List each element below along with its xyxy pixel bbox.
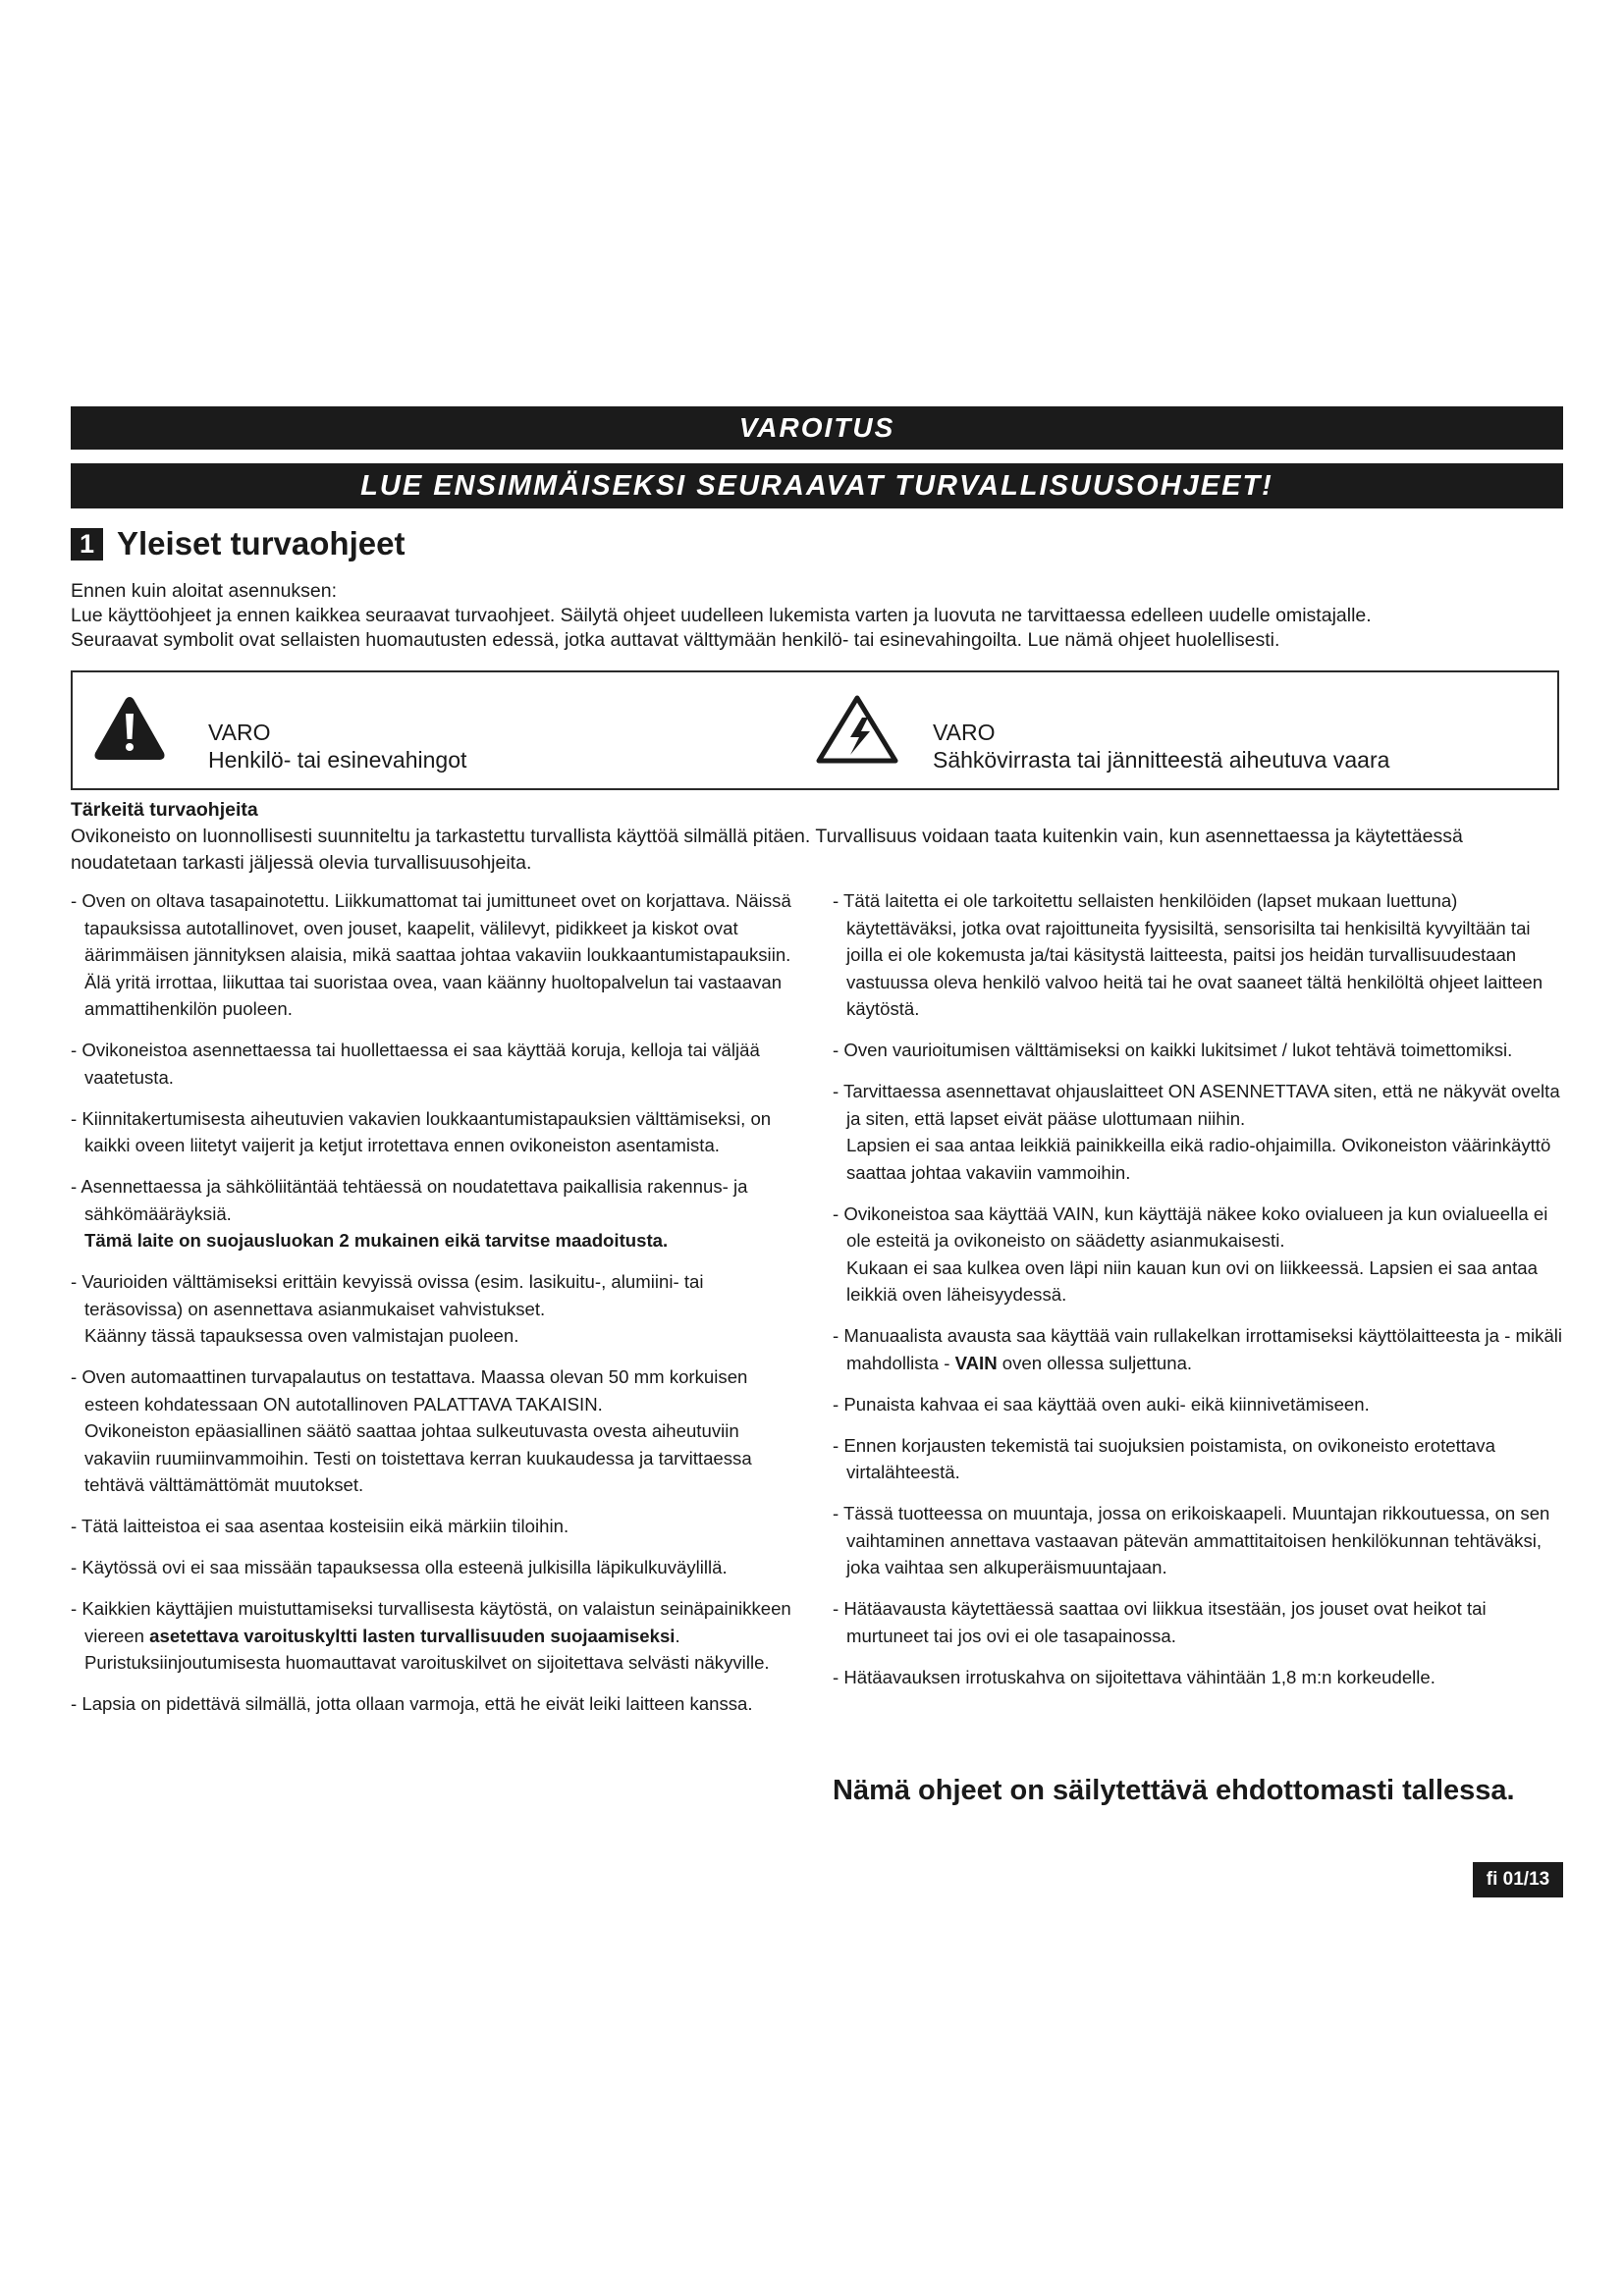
section-number: 1 <box>71 528 103 561</box>
symbol-general <box>208 719 466 774</box>
safety-item-text: - Ovikoneistoa saa käyttää VAIN, kun käyttäjä näkee koko ovialueen ja kun ovialueella ei ole esteitä ja ovikoneisto on säädetty asianmukaisesti. <box>833 1202 1548 1251</box>
safety-item-subtext: Lapsien ei saa antaa leikkiä painikkeilla eikä radio-ohjaimilla. Ovikoneiston väärinkäyttö saattaa johtaa vakaviin vammoihin. <box>846 1135 1551 1183</box>
safety-item <box>71 1595 797 1677</box>
safety-item-text: - Tarvittaessa asennettavat ohjauslaitteet ON ASENNETTAVA siten, että ne näkyvät ovelta ja siten, että lapset eivät pääse ulottumaan niihin. <box>833 1081 1560 1129</box>
safety-item-text: - Tätä laitetta ei ole tarkoitettu sellaisten henkilöiden (lapset mukaan luettuna) käytettäväksi, jotka ovat rajoittuneita fyysisiltä, sensorisilta tai henkisiltä kyvyiltään tai joilla ei ole kokemusta ja/tai käsitystä laitteesta, paitsi jos heidän turvallisuudestaan vastuussa oleva henkilö valvoo heitä tai he ovat saaneet tältä henkilöltä ohjeet laitteen käytöstä. <box>833 890 1543 1019</box>
safety-item-text: - Vaurioiden välttämiseksi erittäin kevyissä ovissa (esim. lasikuitu-, alumiini- tai teräsovissa) on asennettava asianmukaiset vahvistukset. <box>71 1271 704 1319</box>
important-heading: Tärkeitä turvaohjeita <box>71 799 258 821</box>
intro-text <box>71 579 1573 653</box>
safety-item-subtext: Kukaan ei saa kulkea oven läpi niin kauan kun ovi on liikkeessä. Lapsien ei saa antaa leikkiä oven läheisyydessä. <box>846 1256 1538 1305</box>
safety-item <box>833 887 1567 1023</box>
safety-item-text: - Kiinnitakertumisesta aiheutuvien vakavien loukkaantumistapauksien välttämiseksi, on kaikki oveen liitetyt vaijerit ja ketjut irrotettava ennen ovikoneiston asentamista. <box>71 1107 772 1155</box>
electric-hazard-icon <box>815 694 899 765</box>
safety-item-text: - Kaikkien käyttäjien muistuttamiseksi turvallisesta käytöstä, on valaistun seinäpainikkeen viereen <box>71 1598 791 1646</box>
safety-item-text: - Manuaalista avausta saa käyttää vain rullakelkan irrottamiseksi käyttölaitteesta ja - mikäli mahdollista - <box>833 1325 1563 1373</box>
page-number-badge: fi 01/13 <box>1473 1862 1563 1897</box>
read-first-banner: LUE ENSIMMÄISEKSI SEURAAVAT TURVALLISUUSOHJEET! <box>71 463 1563 508</box>
symbol-electric <box>933 719 1389 774</box>
intro-line-1: Lue käyttöohjeet ja ennen kaikkea seuraavat turvaohjeet. Säilytä ohjeet uudelleen lukemista varten ja luovuta ne tarvittaessa edelleen uudelle omistajalle. <box>71 605 1372 626</box>
safety-item <box>833 1201 1567 1308</box>
safety-item-emphasis: asetettava varoituskyltti lasten turvallisuuden suojaamiseksi <box>149 1625 676 1646</box>
safety-item <box>833 1595 1567 1649</box>
closing-note: Nämä ohjeet on säilytettävä ehdottomasti tallessa. <box>833 1775 1515 1806</box>
symbol-electric-title: VARO <box>933 720 996 745</box>
warning-banner: VAROITUS <box>71 406 1563 450</box>
safety-item <box>833 1432 1567 1486</box>
safety-item <box>833 1500 1567 1581</box>
symbol-electric-desc: Sähkövirrasta tai jännitteestä aiheutuva vaara <box>933 747 1390 773</box>
intro-line-2: Seuraavat symbolit ovat sellaisten huomautusten edessä, jotka auttavat välttymään henkilö- tai esinevahingoilta. Lue nämä ohjeet huolellisesti. <box>71 629 1280 651</box>
safety-item <box>833 1322 1567 1376</box>
important-text: Ovikoneisto on luonnollisesti suunniteltu ja tarkastettu turvallista käyttöä silmällä pitäen. Turvallisuus voidaan taata kuitenkin vain, kun asennettaessa ja käytettäessä noudatetaan tarkasti jäljessä olevia turvallisuusohjeita. <box>71 826 1463 874</box>
intro-lead: Ennen kuin aloitat asennuksen: <box>71 580 338 602</box>
safety-item-text: - Lapsia on pidettävä silmällä, jotta ollaan varmoja, että he eivät leiki laitteen kanssa. <box>71 1693 753 1714</box>
important-section <box>71 797 1573 877</box>
safety-item <box>71 1173 797 1255</box>
safety-item-text: - Oven on oltava tasapainotettu. Liikkumattomat tai jumittuneet ovet on korjattava. Näissä tapauksissa autotallinovet, oven jouset, kaapelit, välilevyt, pidikkeet ja kiskot ovat äärimmäisen jännityksen alaisia, mikä saattaa johtaa vakaviin loukkaantumistapauksiin. Älä yritä irrottaa, liikuttaa tai suoristaa ovea, vaan käänny huoltopalvelun tai vastaavan ammattihenkilön puoleen. <box>71 890 791 1019</box>
safety-item <box>71 1105 797 1159</box>
safety-item <box>833 1664 1567 1691</box>
symbols-box <box>71 670 1559 790</box>
safety-item <box>833 1078 1567 1186</box>
safety-item <box>71 1037 797 1091</box>
safety-item-text: - Ennen korjausten tekemistä tai suojuksien poistamista, on ovikoneisto erotettava virtalähteestä. <box>833 1434 1495 1482</box>
section-heading <box>71 520 405 567</box>
safety-item-emphasis: Tämä laite on suojausluokan 2 mukainen eikä tarvitse maadoitusta. <box>84 1230 669 1251</box>
safety-item-text: - Käytössä ovi ei saa missään tapauksessa olla esteenä julkisilla läpikulkuväylillä. <box>71 1557 728 1577</box>
safety-item-text: - Tässä tuotteessa on muuntaja, jossa on erikoiskaapeli. Muuntajan rikkoutuessa, on sen vaihtaminen annettava vastaavan pätevän ammattitaitoisen henkilökunnan tehtäväksi, joka vaihtaa sen alkuperäismuuntajaan. <box>833 1503 1550 1577</box>
symbol-general-title: VARO <box>208 720 271 745</box>
safety-item-text: - Hätäavausta käytettäessä saattaa ovi liikkua itsestään, jos jouset ovat heikot tai murtuneet tai jos ovi ei ole tasapainossa. <box>833 1598 1487 1646</box>
symbol-general-desc: Henkilö- tai esinevahingot <box>208 747 467 773</box>
safety-item <box>833 1391 1567 1418</box>
safety-item <box>71 1363 797 1499</box>
safety-item-text: - Punaista kahvaa ei saa käyttää oven auki- eikä kiinnivetämiseen. <box>833 1393 1370 1415</box>
safety-item-text: - Oven vaurioitumisen välttämiseksi on kaikki lukitsimet / lukot tehtävä toimettomiksi. <box>833 1040 1513 1060</box>
safety-item-subtext: Käänny tässä tapauksessa oven valmistajan puoleen. <box>84 1325 519 1346</box>
safety-item-text: . Puristuksiinjoutumisesta huomauttavat varoituskilvet on sijoitettava selvästi näkyville. <box>84 1625 770 1673</box>
safety-item-text: - Asennettaessa ja sähköliitäntää tehtäessä on noudatettava paikallisia rakennus- ja sähkömääräyksiä. <box>71 1176 748 1224</box>
safety-item <box>71 1513 797 1540</box>
section-title: Yleiset turvaohjeet <box>117 525 406 561</box>
left-column <box>71 887 797 1732</box>
safety-item-subtext: Ovikoneiston epäasiallinen säätö saattaa johtaa sulkeutuvasta ovesta aiheutuviin vakaviin ruumiinvammoihin. Testi on toistettava kerran kuukaudessa ja tarvittaessa tehtävä välttämättömät muutokset. <box>84 1420 752 1495</box>
right-column <box>833 887 1567 1705</box>
general-warning-icon <box>92 694 167 763</box>
safety-item <box>833 1037 1567 1064</box>
safety-item <box>71 1554 797 1581</box>
safety-item <box>71 1690 797 1718</box>
safety-item-text: - Oven automaattinen turvapalautus on testattava. Maassa olevan 50 mm korkuisen esteen kohdatessaan ON autotallinoven PALATTAVA TAKAISIN. <box>71 1366 748 1415</box>
safety-item-text: - Tätä laitteistoa ei saa asentaa kosteisiin eikä märkiin tiloihin. <box>71 1516 569 1536</box>
safety-item-text: - Hätäavauksen irrotuskahva on sijoitettava vähintään 1,8 m:n korkeudelle. <box>833 1666 1435 1687</box>
safety-item-text: - Ovikoneistoa asennettaessa tai huollettaessa ei saa käyttää koruja, kelloja tai väljää vaatetusta. <box>71 1040 760 1088</box>
safety-item-emphasis: VAIN <box>954 1352 998 1373</box>
safety-item-text: oven ollessa suljettuna. <box>997 1352 1193 1373</box>
safety-item <box>71 887 797 1023</box>
safety-item <box>71 1268 797 1350</box>
